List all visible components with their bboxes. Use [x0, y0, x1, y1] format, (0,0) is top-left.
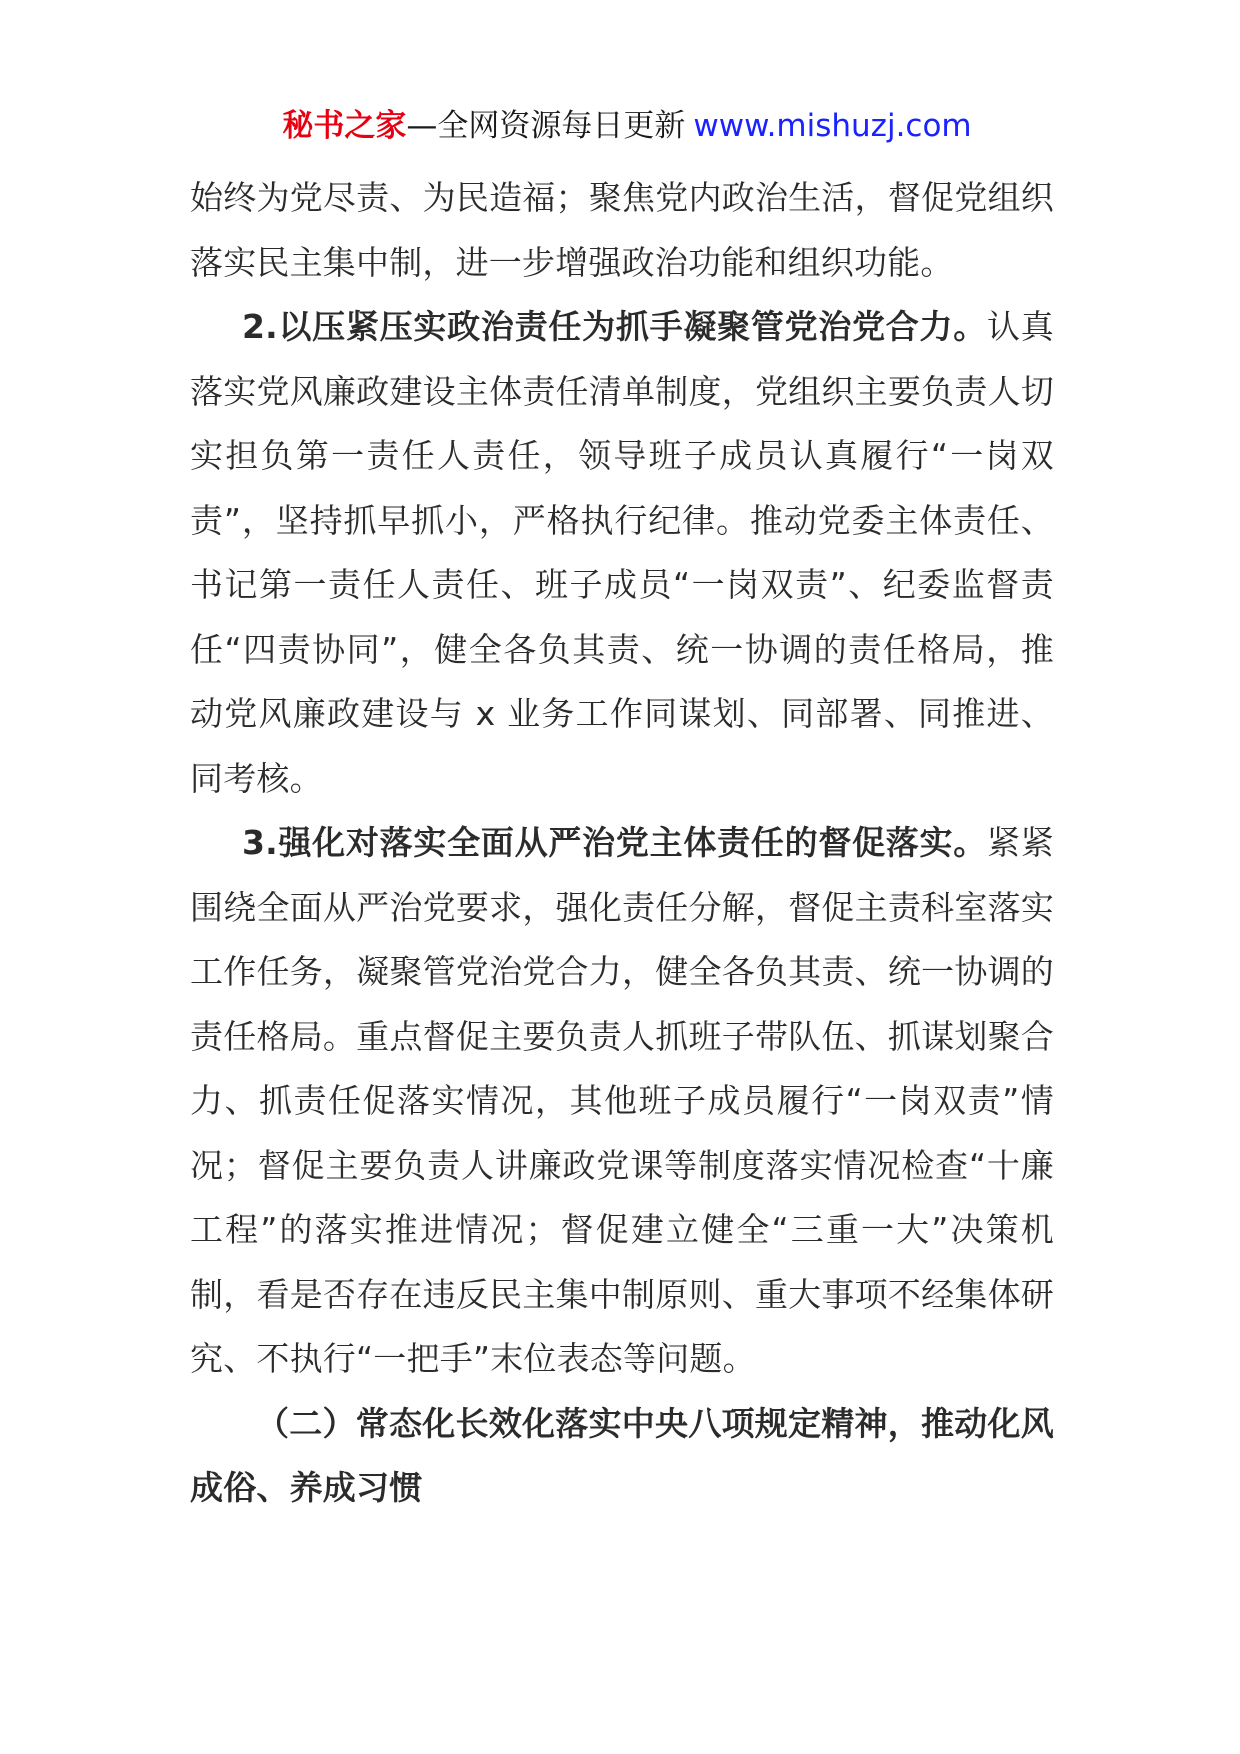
paragraph-text: 紧紧围绕全面从严治党要求，强化责任分解，督促主责科室落实工作任务，凝聚管党治党合力，健全各负其责、统一协调的责任格局。重点督促主要负责人抓班子带队伍、抓谋划聚合力、抓责任促落实情况，其他班子成员履行“一岗双责”情况；督促主要负责人讲廉政党课等制度落实情况检查“十廉工程”的落实推进情况；督促建立健全“三重一大”决策机制，看是否存在违反民主集中制原则、重大事项不经集体研究、不执行“一把手”末位表态等问题。	[190, 823, 1054, 1378]
paragraph-lead: 2.以压紧压实政治责任为抓手凝聚管党治党合力。	[242, 307, 988, 346]
paragraph-item-3	[190, 811, 1054, 1392]
paragraph-text: 认真落实党风廉政建设主体责任清单制度，党组织主要负责人切实担负第一责任人责任，领导班子成员认真履行“一岗双责”，坚持抓早抓小，严格执行纪律。推动党委主体责任、书记第一责任人责任、班子成员“一岗双责”、纪委监督责任“四责协同”，健全各负其责、统一协调的责任格局，推动党风廉政建设与 x 业务工作同谋划、同部署、同推进、同考核。	[190, 307, 1054, 798]
paragraph-lead: 3.强化对落实全面从严治党主体责任的督促落实。	[242, 823, 988, 862]
page-header	[190, 100, 1054, 152]
header-site-link[interactable]: www.mishuzj.com	[693, 108, 972, 144]
paragraph-continuation	[190, 166, 1054, 295]
paragraph-item-2	[190, 295, 1054, 811]
paragraph-text: 始终为党尽责、为民造福；聚焦党内政治生活，督促党组织落实民主集中制，进一步增强政治功能和组织功能。	[190, 178, 1054, 282]
section-heading: （二）常态化长效化落实中央八项规定精神，推动化风成俗、养成习惯	[190, 1403, 1054, 1507]
document-body	[190, 166, 1054, 1521]
header-brand: 秘书之家	[282, 108, 407, 144]
header-tagline: —全网资源每日更新	[406, 108, 686, 144]
